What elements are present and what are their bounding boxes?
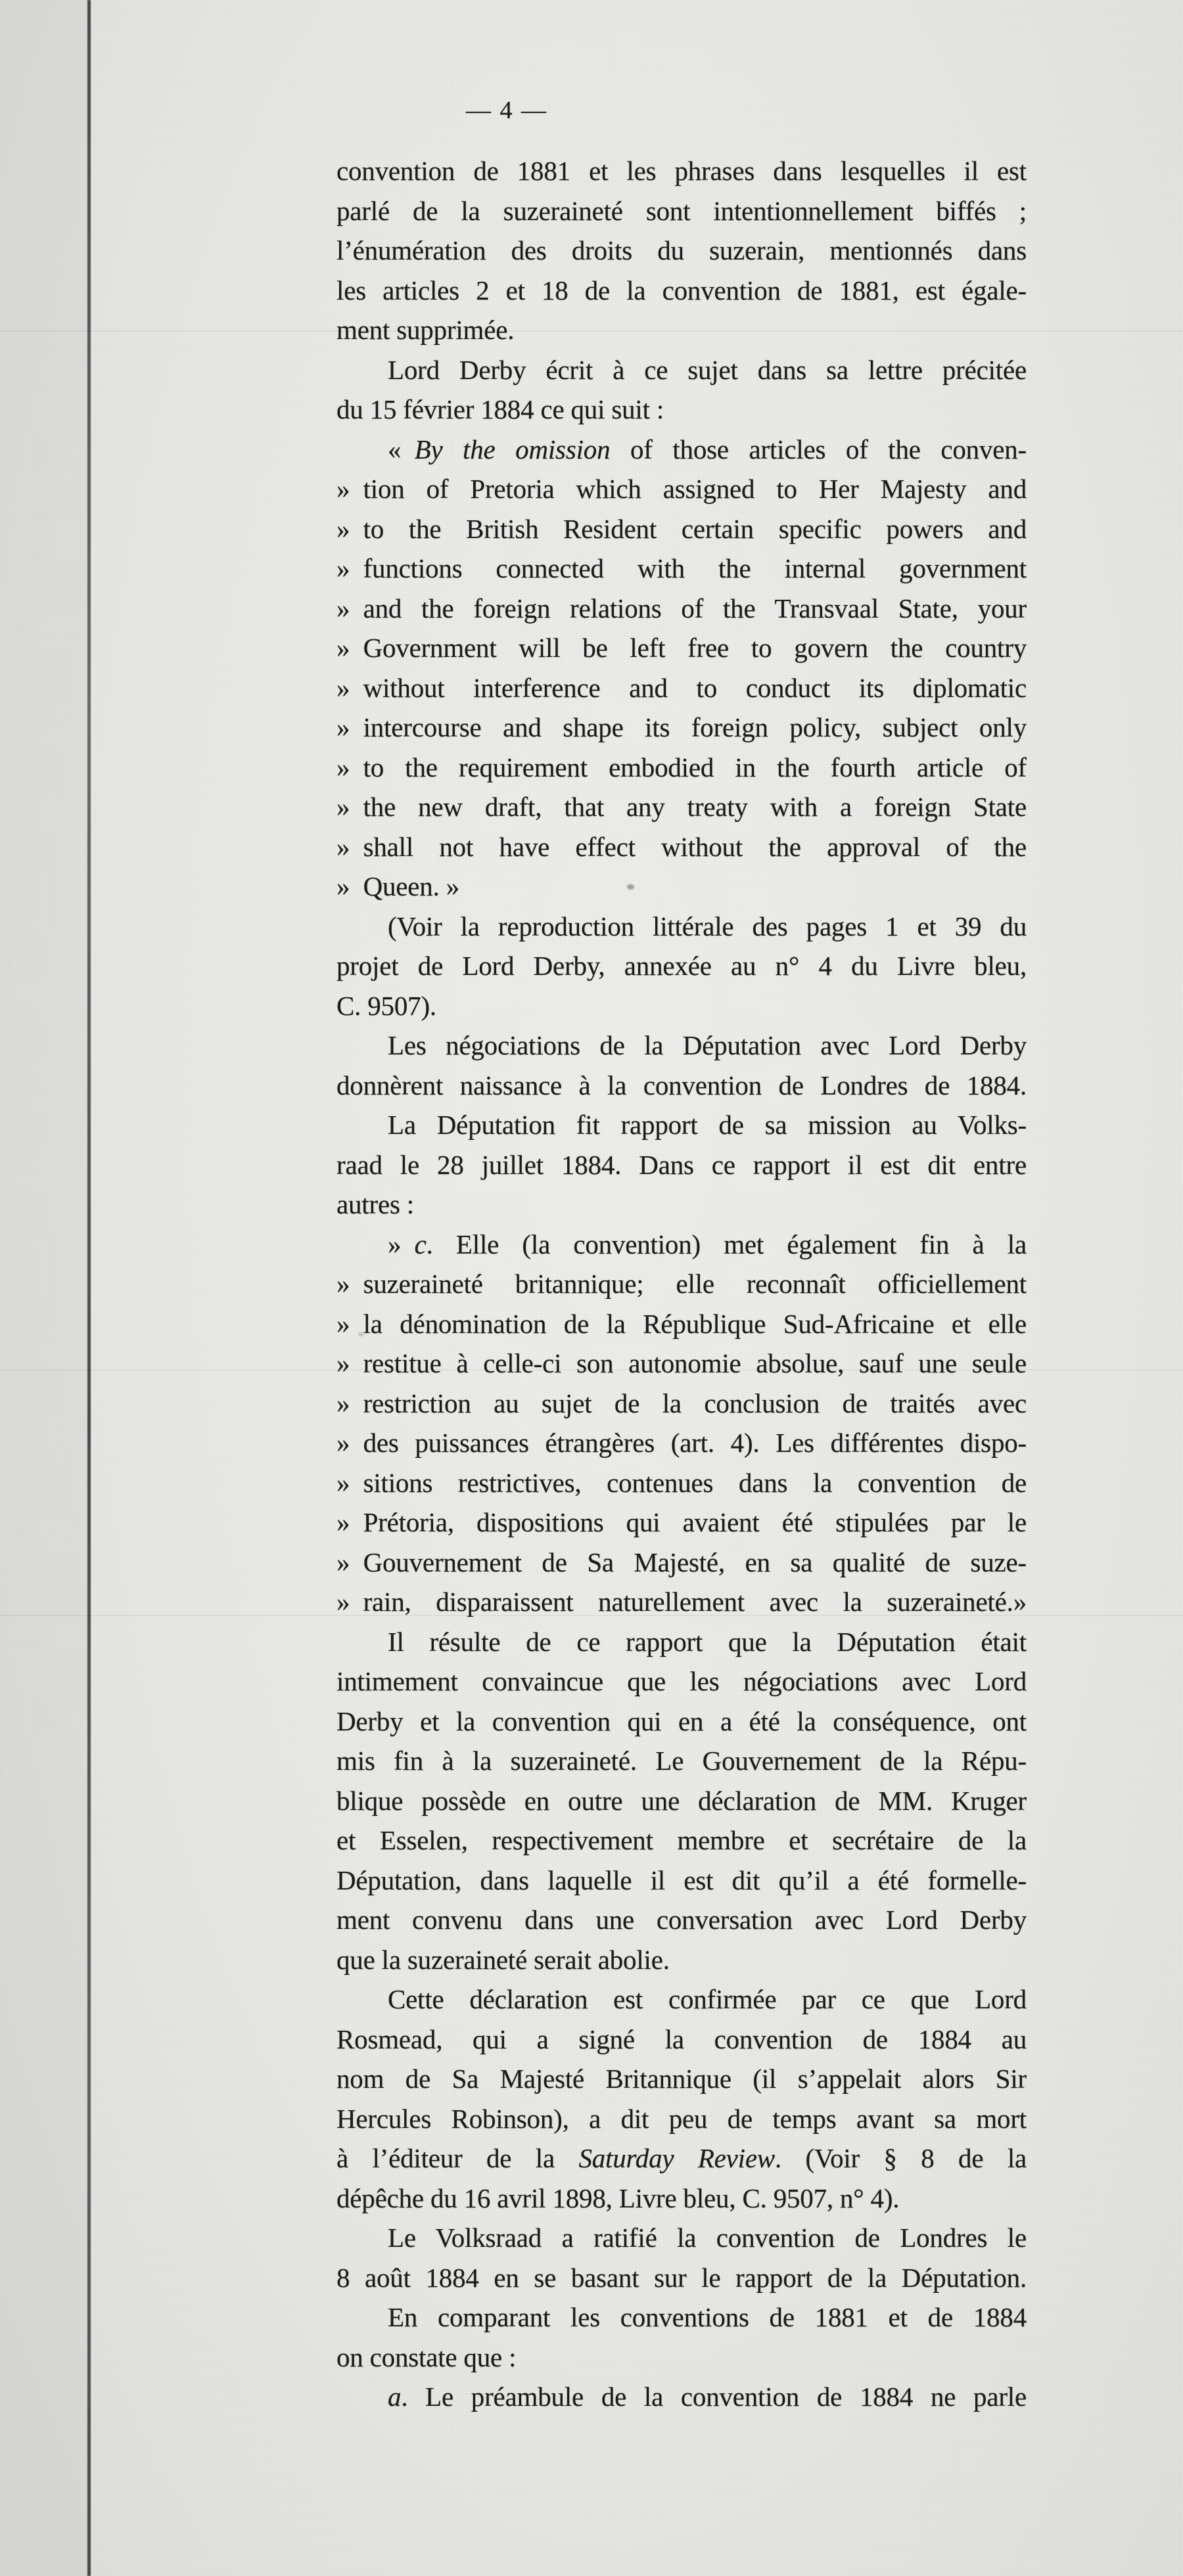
text-line <box>336 2179 1027 2219</box>
text-segment: » des puissances étrangères (art. 4). Les différentes dispo- <box>336 1428 1027 1458</box>
text-segment: les articles 2 et 18 de la convention de 1881, est égale- <box>336 275 1027 305</box>
text-segment: Hercules Robinson), a dit peu de temps avant sa mort <box>336 2103 1027 2134</box>
text-segment: Cette déclaration est confirmée par ce que Lord <box>388 1984 1027 2014</box>
text-line <box>336 628 1027 668</box>
text-segment: » Queen. » <box>336 871 460 901</box>
text-segment: Députation, dans laquelle il est dit qu’il a été formelle- <box>336 1864 1027 1895</box>
text-segment: Les négociations de la Députation avec Lord Derby <box>388 1030 1027 1060</box>
text-line <box>336 668 1027 708</box>
italic-text-segment: Saturday Review <box>578 2143 776 2173</box>
text-segment: donnèrent naissance à la convention de Londres de 1884. <box>336 1070 1027 1100</box>
text-line <box>336 748 1027 788</box>
text-segment: ment convenu dans une conversation avec Lord Derby <box>336 1905 1027 1935</box>
text-segment: » Gouvernement de Sa Majesté, en sa qualité de suze- <box>336 1547 1027 1577</box>
text-line <box>336 1781 1027 1821</box>
italic-text-segment: By the omission <box>414 434 611 464</box>
text-line <box>336 1384 1027 1424</box>
text-segment: . (Voir § 8 de la <box>775 2143 1027 2173</box>
italic-text-segment: a <box>388 2382 402 2412</box>
text-segment: (Voir la reproduction littérale des pages 1 et 39 du <box>388 911 1027 941</box>
text-line <box>336 1741 1027 1781</box>
text-line <box>336 827 1027 867</box>
text-line <box>336 787 1027 827</box>
text-line <box>336 509 1027 549</box>
text-line <box>336 1582 1027 1622</box>
text-segment: mis fin à la suzeraineté. Le Gouvernement de la Répu- <box>336 1746 1027 1776</box>
text-segment: du 15 février 1884 ce qui suit : <box>336 394 664 424</box>
text-line <box>336 1185 1027 1225</box>
text-line <box>336 1861 1027 1901</box>
text-line <box>336 310 1027 350</box>
text-segment: » <box>388 1229 415 1259</box>
text-line <box>336 2138 1027 2179</box>
text-line <box>336 2218 1027 2258</box>
text-segment: » the new draft, that any treaty with a foreign State <box>336 792 1027 822</box>
text-line <box>336 946 1027 986</box>
text-line <box>336 1661 1027 1702</box>
text-segment: l’énumération des droits du suzerain, mentionnés dans <box>336 235 1027 265</box>
text-line <box>336 708 1027 748</box>
text-segment: convention de 1881 et les phrases dans lesquelles il est <box>336 156 1027 186</box>
text-line <box>336 907 1027 947</box>
text-line <box>336 2377 1027 2417</box>
text-line <box>336 1105 1027 1145</box>
text-line <box>336 1264 1027 1304</box>
text-segment: Rosmead, qui a signé la convention de 1884 au <box>336 2023 1027 2054</box>
text-segment: » intercourse and shape its foreign policy, subject only <box>336 712 1027 742</box>
text-segment: » restriction au sujet de la conclusion de traités avec <box>336 1388 1027 1418</box>
text-segment: Lord Derby écrit à ce sujet dans sa lettre précitée <box>388 354 1027 385</box>
text-segment: Le Volksraad a ratifié la convention de Londres le <box>388 2223 1027 2253</box>
text-segment: » rain, disparaissent naturellement avec la suzeraineté.» <box>336 1587 1027 1617</box>
page-number: — 4 — <box>466 97 547 124</box>
text-line <box>336 191 1027 231</box>
text-segment: » suzeraineté britannique; elle reconnaît officiellement <box>336 1269 1027 1299</box>
text-segment: ment supprimée. <box>336 315 515 345</box>
text-segment: blique possède en outre une déclaration de MM. Kruger <box>336 1785 1027 1816</box>
text-line <box>336 986 1027 1026</box>
scan-edge-shading <box>0 0 87 2576</box>
text-segment: » Prétoria, dispositions qui avaient été stipulées par le <box>336 1507 1027 1537</box>
text-line <box>336 1066 1027 1106</box>
text-line <box>336 1543 1027 1583</box>
text-line <box>336 430 1027 470</box>
text-line <box>336 469 1027 509</box>
text-segment: » Government will be left free to govern the country <box>336 633 1027 663</box>
text-line <box>336 1145 1027 1185</box>
text-segment: que la suzeraineté serait abolie. <box>336 1944 670 1975</box>
text-segment: parlé de la suzeraineté sont intentionnellement biffés ; <box>336 195 1027 226</box>
text-segment: En comparant les conventions de 1881 et de 1884 <box>388 2302 1027 2332</box>
text-segment: . Elle (la convention) met également fin à la <box>426 1229 1027 1259</box>
text-segment: La Députation fit rapport de sa mission au Volks- <box>388 1110 1027 1140</box>
text-segment: » shall not have effect without the approval of the <box>336 831 1027 862</box>
text-line <box>336 1979 1027 2020</box>
text-segment: of those articles of the conven- <box>610 434 1027 464</box>
text-line <box>336 1423 1027 1463</box>
text-line <box>336 151 1027 191</box>
text-segment: Il résulte de ce rapport que la Députation était <box>388 1626 1027 1657</box>
text-segment: autres : <box>336 1189 414 1219</box>
scan-fold-line <box>87 0 91 2576</box>
text-line <box>336 271 1027 311</box>
text-line <box>336 390 1027 430</box>
text-line <box>336 2338 1027 2378</box>
text-line <box>336 350 1027 390</box>
text-line <box>336 1940 1027 1980</box>
text-line <box>336 2020 1027 2060</box>
text-line <box>336 1463 1027 1503</box>
text-line <box>336 867 1027 907</box>
text-line <box>336 1026 1027 1066</box>
text-line <box>336 1820 1027 1861</box>
text-segment: projet de Lord Derby, annexée au n° 4 du Livre bleu, <box>336 951 1027 981</box>
text-segment: 8 août 1884 en se basant sur le rapport de la Députation. <box>336 2262 1027 2293</box>
text-line <box>336 1900 1027 1940</box>
text-segment: » tion of Pretoria which assigned to Her Majesty and <box>336 474 1027 504</box>
text-line <box>336 1503 1027 1543</box>
text-segment: » restitue à celle-ci son autonomie absolue, sauf une seule <box>336 1348 1027 1378</box>
text-line <box>336 231 1027 271</box>
text-segment: « <box>388 434 415 464</box>
text-segment: nom de Sa Majesté Britannique (il s’appelait alors Sir <box>336 2064 1027 2094</box>
text-segment: et Esselen, respectivement membre et secrétaire de la <box>336 1825 1027 1855</box>
text-segment: » functions connected with the internal government <box>336 553 1027 583</box>
text-line <box>336 1304 1027 1344</box>
text-line <box>336 1622 1027 1662</box>
text-segment: dépêche du 16 avril 1898, Livre bleu, C. 9507, n° 4). <box>336 2182 900 2213</box>
text-line <box>336 1702 1027 1742</box>
text-segment: on constate que : <box>336 2341 517 2372</box>
text-line <box>336 549 1027 589</box>
text-line <box>336 2099 1027 2139</box>
text-line <box>336 2258 1027 2298</box>
text-line <box>336 2059 1027 2099</box>
text-line <box>336 2297 1027 2338</box>
text-segment: à l’éditeur de la <box>336 2143 579 2173</box>
text-segment: » without interference and to conduct its diplomatic <box>336 672 1027 703</box>
text-segment: » to the British Resident certain specific powers and <box>336 513 1027 544</box>
text-block <box>336 151 1027 2417</box>
text-segment: » and the foreign relations of the Transvaal State, your <box>336 593 1027 623</box>
text-segment: Derby et la convention qui en a été la conséquence, ont <box>336 1706 1027 1736</box>
italic-text-segment: c <box>414 1229 427 1259</box>
text-segment: » sitions restrictives, contenues dans la convention de <box>336 1467 1027 1498</box>
text-segment: » to the requirement embodied in the fourth article of <box>336 752 1027 782</box>
text-segment: raad le 28 juillet 1884. Dans ce rapport il est dit entre <box>336 1149 1027 1180</box>
text-segment: C. 9507). <box>336 990 436 1021</box>
text-segment: . Le préambule de la convention de 1884 ne parle <box>401 2382 1027 2412</box>
text-line <box>336 1225 1027 1265</box>
text-segment: intimement convaincue que les négociations avec Lord <box>336 1666 1027 1696</box>
text-segment: » la dénomination de la République Sud-Africaine et elle <box>336 1308 1027 1339</box>
text-line <box>336 1344 1027 1384</box>
text-line <box>336 589 1027 629</box>
